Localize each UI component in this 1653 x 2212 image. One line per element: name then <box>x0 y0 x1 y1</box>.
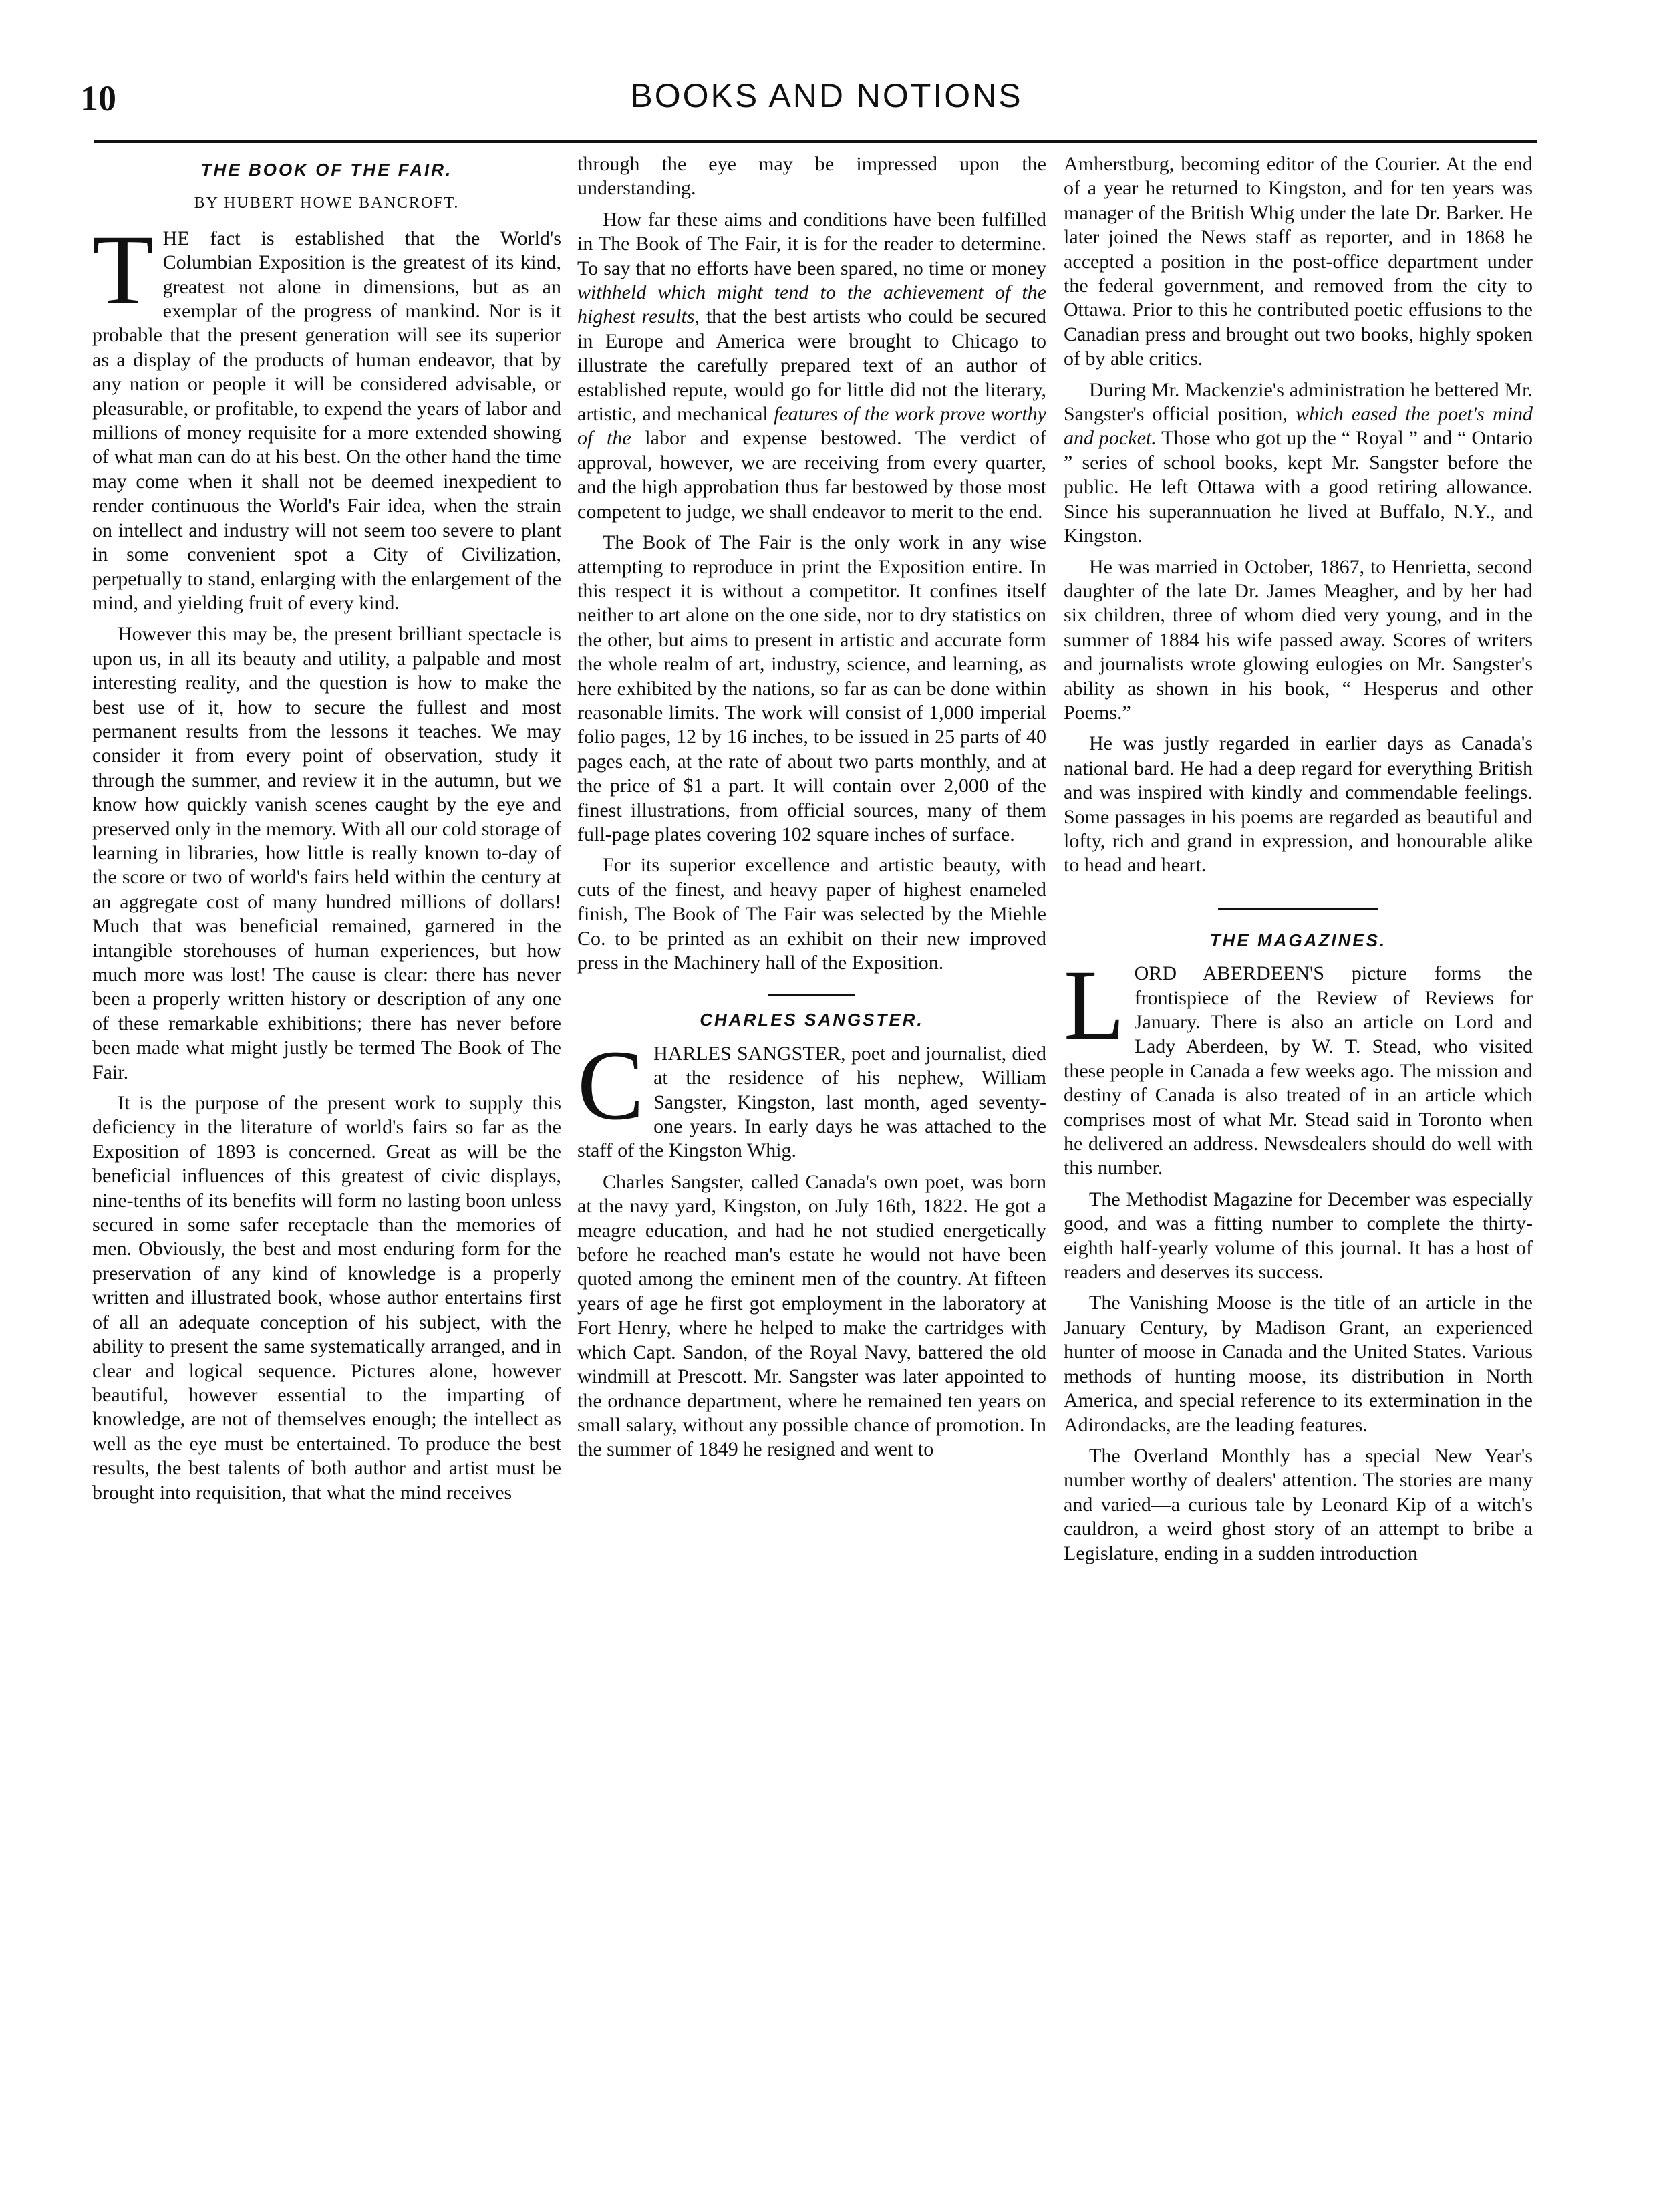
section-divider <box>1218 908 1378 910</box>
article-paragraph: The Methodist Magazine for December was especially good, and was a fitting number to complete the thirty-eighth half-yearly volume of this journal. It has a host of readers and deserves its success. <box>1064 1188 1533 1284</box>
article-paragraph-continued: through the eye may be impressed upon the understanding. <box>577 153 1046 200</box>
article-paragraph: CHARLES SANGSTER, poet and journalist, died at the residence of his nephew, William Sangster, Kingston, last month, aged seventy-one years. In early days he was attached to the staff of the Kingston Whig. <box>577 1029 1046 1162</box>
article-paragraph: LORD ABERDEEN'S picture forms the frontispiece of the Review of Reviews for January. There is also an article on Lord and Lady Aberdeen, by W. T. Stead, who visited these people in Canada a few weeks ago. The mission and destiny of Canada is also treated of in an article which comprises most of what Mr. Stead said in Toronto when he delivered an address. Newsdealers should do well with this number. <box>1064 950 1533 1180</box>
article-paragraph: The Overland Monthly has a special New Year's number worthy of dealers' attention. The stories are many and varied—a curious tale by Leonard Kip of a witch's cauldron, a weird ghost story of an attempt to bribe a Legislature, ending in a sudden introduction <box>1064 1444 1533 1564</box>
column-3 <box>1064 152 1533 2171</box>
column-1 <box>92 152 561 2171</box>
page-header <box>80 72 1573 119</box>
article-paragraph: During Mr. Mackenzie's administration he bettered Mr. Sangster's official position, which eased the poet's mind and pocket. Those who got up the “ Royal ” and “ Ontario ” series of school books, kept Mr. Sangster before the public. He left Ottawa with a good retiring allowance. Since his superannuation he lived at Buffalo, N.Y., and Kingston. <box>1064 378 1533 547</box>
article-paragraph: THE fact is established that the World's Columbian Exposition is the greatest of its kind, greatest not alone in dimensions, but as an exemplar of the progress of mankind. Nor is it probable that the present generation will see its superior as a display of the products of human endeavor, that by any nation or people it will be considered advisable, or pleasurable, or profitable, to expend the years of labor and millions of money requisite for a more extended showing of what man can do at his best. On the other hand the time may come when it shall not be deemed inexpedient to render continuous the World's Fair idea, when the strain on intellect and industry will not seem too severe to plant in some convenient spot a City of Civilization, perpetually to stand, enlarging with the enlargement of the mind, and yielding fruit of every kind. <box>92 214 561 614</box>
article-paragraph: He was married in October, 1867, to Henrietta, second daughter of the late Dr. James Meagher, and by her had six children, three of whom died very young, and in the summer of 1884 his wife passed away. Scores of writers and journalists wrote glowing eulogies on Mr. Sangster's ability as shown in his book, “ Hesperus and other Poems.” <box>1064 555 1533 724</box>
running-title: BOOKS AND NOTIONS <box>630 77 1023 114</box>
article-paragraph: For its superior excellence and artistic beauty, with cuts of the finest, and heavy paper of highest enameled finish, The Book of The Fair was selected by the Miehle Co. to be printed as an exhibit on their new improved press in the Machinery hall of the Exposition. <box>577 854 1046 974</box>
article-paragraph: How far these aims and conditions have been fulfilled in The Book of The Fair, it is for the reader to determine. To say that no efforts have been spared, no time or money withheld which might tend to the achievement of the highest results, that the best artists who could be secured in Europe and America were brought to Chicago to illustrate the carefully prepared text of an author of established repute, would go for little did not the literary, artistic, and mechanical features of the work prove worthy of the labor and expense bestowed. The verdict of approval, however, we are receiving from every quarter, and the high approbation thus far bestowed by those most competent to judge, we shall endeavor to merit to the end. <box>577 208 1046 523</box>
article-paragraph: However this may be, the present brilliant spectacle is upon us, in all its beauty and utility, a palpable and most interesting reality, and the question is how to make the best use of it, how to secure the fullest and most permanent results from the lessons it teaches. We may consider it from every point of observation, study it through the summer, and review it in the autumn, but we know how quickly vanish scenes caught by the eye and preserved only in the memory. With all our cold storage of learning in libraries, how little is really known to-day of the score or two of world's fairs held within the century at an aggregate cost of many hundred millions of dollars! Much that was beneficial remained, garnered in the intangible storehouses of human experiences, but how much more was lost! The cause is clear: there has never been a properly written history or description of any one of these remarkable exhibitions; there has never before been made what might justly be termed The Book of The Fair. <box>92 623 561 1083</box>
page-number: 10 <box>80 78 116 118</box>
drop-cap: T <box>92 214 154 325</box>
section-divider <box>768 994 855 996</box>
drop-cap: L <box>1064 950 1125 1061</box>
article-paragraph-continued: Amherstburg, becoming editor of the Courier. At the end of a year he returned to Kingston, and for ten years was manager of the British Whig under the late Dr. Barker. He later joined the News staff as reporter, and in 1868 he accepted a position in the post-office department under the federal government, and removed from the city to Ottawa. Prior to this he contributed poetic effusions to the Canadian press and brought out two books, highly spoken of by able critics. <box>1064 153 1533 370</box>
article-paragraph: The Vanishing Moose is the title of an article in the January Century, by Madison Grant, an experienced hunter of moose in Canada and the United States. Various methods of hunting moose, its distribution in North America, and special reference to its extermination in the Adirondacks, are the leading features. <box>1064 1292 1533 1436</box>
header-rule <box>94 140 1537 143</box>
article-paragraph: Charles Sangster, called Canada's own poet, was born at the navy yard, Kingston, on July 16th, 1822. He got a meagre education, and had he not studied energetically before he reached man's estate he would not have been quoted among the eminent men of the country. At fifteen years of age he first got employment in the laboratory at Fort Henry, where he helped to make the cartridges with which Capt. Sandon, of the Royal Navy, battered the old windmill at Prescott. Mr. Sangster was later appointed to the ordnance department, where he remained ten years on small salary, without any possible chance of promotion. In the summer of 1849 he resigned and went to <box>577 1170 1046 1461</box>
article-byline: BY HUBERT HOWE BANCROFT. <box>194 194 460 213</box>
article-paragraph: He was justly regarded in earlier days as Canada's national bard. He had a deep regard for everything British and was inspired with kindly and commendable feelings. Some passages in his poems are regarded as beautiful and lofty, rich and grand in expression, and honourable alike to head and heart. <box>1064 732 1533 877</box>
drop-cap: C <box>577 1029 645 1141</box>
article-paragraph: The Book of The Fair is the only work in any wise attempting to reproduce in print the Exposition entire. In this respect it is without a competitor. It confines itself neither to art alone on the one side, nor to dry statistics on the other, but aims to present in artistic and accurate form the whole realm of art, industry, science, and learning, as here exhibited by the nations, so far as can be done within reasonable limits. The work will consist of 1,000 imperial folio pages, 12 by 16 inches, to be issued in 25 parts of 40 pages each, at the rate of about two parts monthly, and at the price of $1 a part. It will contain over 2,000 of the finest illustrations, from official sources, many of them full-page plates covering 102 square inches of surface. <box>577 531 1046 845</box>
article-paragraph: It is the purpose of the present work to supply this deficiency in the literature of world's fairs so far as the Exposition of 1893 is concerned. Great as will be the beneficial influences of this greatest of civic displays, nine-tenths of its benefits will form no lasting boon unless secured in some safer receptacle than the memories of men. Obviously, the best and most enduring form for the preservation of any kind of knowledge is a properly written and illustrated book, whose author entertains first of all an adequate conception of his subject, with the ability to present the same systematically arranged, and in clear and logical sequence. Pictures alone, however beautiful, however essential to the imparting of knowledge, are not of themselves enough; the intellect as well as the eye must be entertained. To produce the best results, the best talents of both author and artist must be brought into requisition, that what the mind receives <box>92 1092 561 1504</box>
article-heading-book-of-fair: THE BOOK OF THE FAIR. <box>200 160 453 180</box>
column-2 <box>577 152 1046 2171</box>
article-heading-sangster: CHARLES SANGSTER. <box>700 1010 924 1030</box>
article-heading-magazines: THE MAGAZINES. <box>1209 930 1387 950</box>
